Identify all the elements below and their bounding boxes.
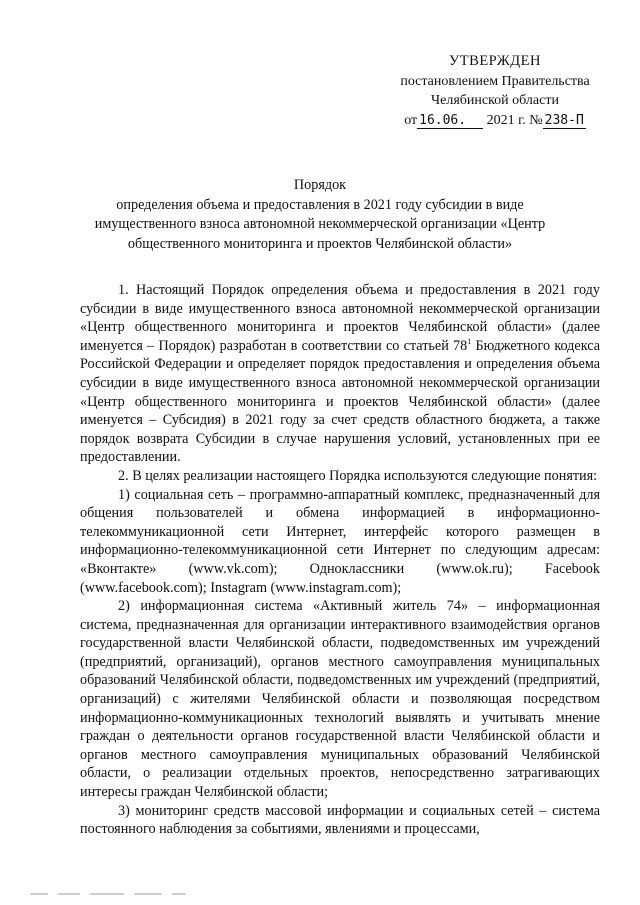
year-text: 2021 г. № xyxy=(486,112,543,128)
footer-mark xyxy=(58,893,80,895)
footer-mark xyxy=(134,893,162,895)
title-heading: Порядок xyxy=(293,177,347,193)
paragraph-1 xyxy=(80,281,600,467)
paragraph-1-text-cont: Бюджетного кодекса Российской Федерации и определяет порядок предоставления и определения объема субсидии в виде имущественного взноса автономной некоммерческой организации «Центр общественного мониторинга и проектов Челябинской области» (далее именуется – Субсидия) в 2021 году за счет средств областного бюджета, а также порядок возврата Субсидии в случае нарушения условий, установленных при ее предоставлении. xyxy=(80,337,600,466)
document-body xyxy=(80,281,600,839)
title-subtitle-line-1: определения объема и предоставления в 2021 году субсидии в виде xyxy=(116,196,524,213)
footer-scan-marks xyxy=(30,893,186,895)
title-subtitle-line-3: общественного мониторинга и проектов Челябинской области» xyxy=(127,235,513,252)
paragraph-1-text: 1. Настоящий Порядок определения объема и предоставления в 2021 году субсидии в виде имущественного взноса автономной некоммерческой организации «Центр общественного мониторинга и проектов Челябинской области» (далее именуется – Порядок) разработан в соответствии со статьей 78 xyxy=(80,282,600,354)
approval-line-2: Челябинской области xyxy=(431,93,559,108)
document-title xyxy=(80,176,560,254)
paragraph-5: 3) мониторинг средств массовой информации и социальных сетей – система постоянного наблюдения за событиями, явлениями и процессами, xyxy=(80,802,600,838)
paragraph-2: 2. В целях реализации настоящего Порядка используются следующие понятия: xyxy=(118,467,598,484)
article-superscript: 1 xyxy=(467,336,472,346)
footer-mark xyxy=(90,893,124,895)
approval-title: УТВЕРЖДЕН xyxy=(449,53,541,69)
footer-mark xyxy=(172,893,186,895)
paragraph-4: 2) информационная система «Активный житель 74» – информационная система, предназначенная для организации интерактивного взаимодействия органов государственной власти Челябинской области, подведомственных им учреждений (предприятий, организаций), органов местного самоуправления муниципальных образований Челябинской области, подведомственных им учреждений (предприятий, организаций) с жителями Челябинской области и позволяющая посредством информационно-коммуникационных технологий выявлять и учитывать мнение граждан о деятельности органов государственной власти Челябинской области и органов местного самоуправления муниципальных образований Челябинской области, о реализации отдельных проектов, непосредственно затрагивающих интересы граждан Челябинской области; xyxy=(80,598,600,801)
approval-stamp xyxy=(370,52,620,130)
footer-mark xyxy=(30,893,48,895)
paragraph-3: 1) социальная сеть – программно-аппаратный комплекс, предназначенный для общения пользователей и обмена информацией в информационно-телекоммуникационной сети Интернет, интерфейс которого размещен в информационно-телекоммуникационной сети Интернет по следующим адресам: «Вконтакте» (www.vk.com); Одноклассники (www.ok.ru); Facebook (www.facebook.com); Instagram (www.instagram.com); xyxy=(80,486,600,596)
date-prefix: от xyxy=(404,112,418,128)
resolution-number: 238-П xyxy=(544,112,584,128)
approval-date-line xyxy=(370,111,620,131)
approval-line-1: постановлением Правительства xyxy=(400,73,590,89)
title-subtitle-line-2: имущественного взноса автономной некоммерческой организации «Центр xyxy=(94,216,546,232)
date-value: 16.06. xyxy=(417,113,483,129)
